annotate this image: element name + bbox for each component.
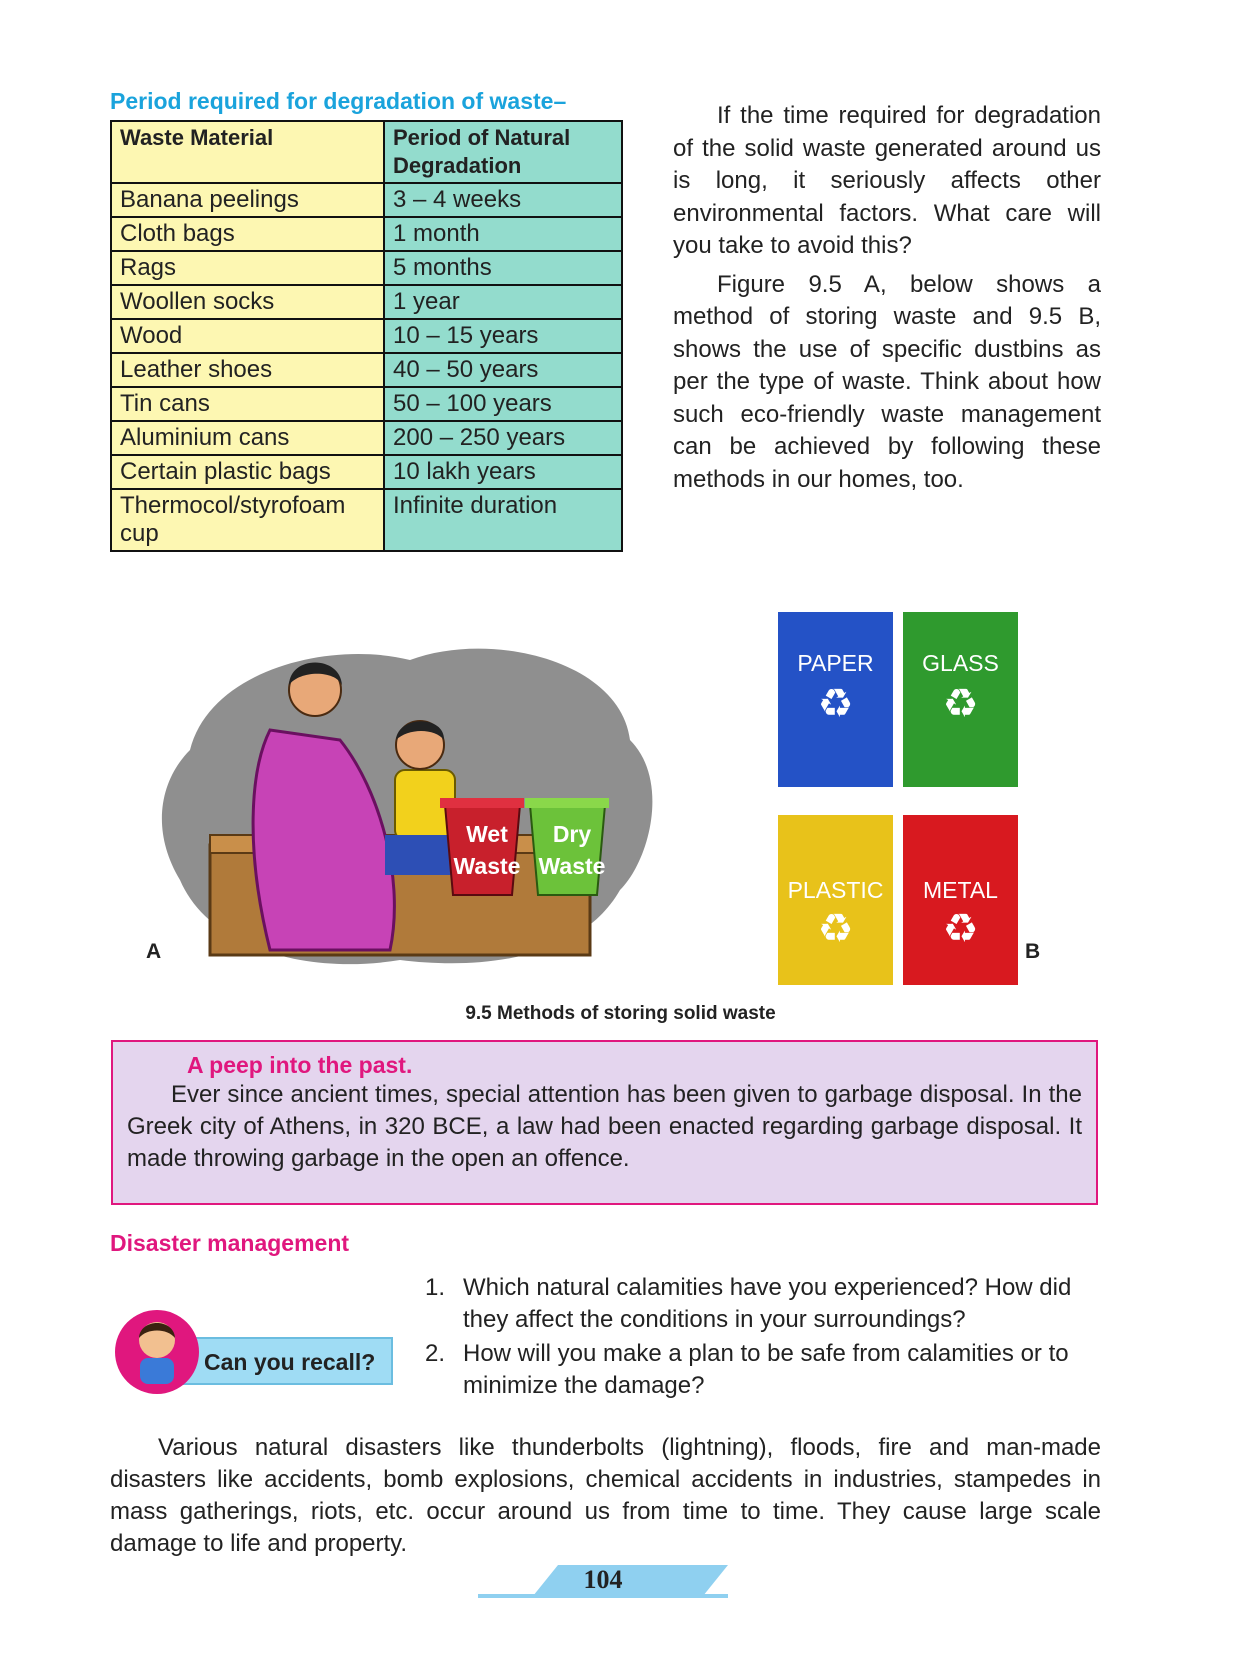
table-row xyxy=(111,353,622,387)
glass-bin xyxy=(903,612,1018,787)
right-column-text xyxy=(673,100,1101,502)
can-you-recall-banner: Can you recall? xyxy=(170,1337,393,1385)
paragraph-degradation: If the time required for degradation of the solid waste generated around us is long, it seriously affects other environmental factors. What care will you take to avoid this? xyxy=(673,102,1101,259)
dry-waste-label xyxy=(532,818,612,882)
plastic-bin-label: PLASTIC xyxy=(787,877,884,903)
question-text: Which natural calamities have you experienced? How did they affect the conditions in your surroundings? xyxy=(463,1274,1072,1333)
table-row xyxy=(111,183,622,217)
thinking-girl-icon xyxy=(112,1300,202,1396)
table-title: Period required for degradation of waste– xyxy=(110,88,567,114)
list-item: 2. How will you make a plan to be safe from calamities or to minimize the damage? xyxy=(425,1340,1069,1399)
degradation-table xyxy=(110,120,623,552)
recall-questions xyxy=(425,1272,1101,1404)
figure-caption: 9.5 Methods of storing solid waste xyxy=(465,1003,776,1024)
table-row xyxy=(111,217,622,251)
table-row xyxy=(111,489,622,551)
table-cell: Infinite duration xyxy=(384,489,622,551)
paper-bin-label: PAPER xyxy=(797,650,874,676)
paper-bin xyxy=(778,612,893,787)
dry-label-line1: Dry xyxy=(552,821,592,847)
wet-label-line2: Waste xyxy=(453,853,521,879)
wet-bin-lid xyxy=(440,798,524,808)
table-cell: 10 – 15 years xyxy=(384,319,622,353)
table-cell: Aluminium cans xyxy=(111,421,384,455)
table-cell: 10 lakh years xyxy=(384,455,622,489)
recycle-icon: ♻ xyxy=(942,682,979,726)
question-list xyxy=(425,1272,1101,1402)
dry-label-line2: Waste xyxy=(538,853,606,879)
table-row xyxy=(111,319,622,353)
figure-label-b: B xyxy=(1025,940,1041,963)
peep-body: Ever since ancient times, special attention has been given to garbage disposal. In the Greek city of Athens, in 320 BCE, a law had been enacted regarding garbage disposal. It made throwing garbage in the open an offence. xyxy=(127,1081,1082,1172)
dry-bin-lid xyxy=(525,798,609,808)
disaster-paragraph: Various natural disasters like thunderbolts (lightning), floods, fire and man-made disasters like accidents, bomb explosions, chemical accidents in industries, stampedes in mass gatherings, riots, etc. occur around us from time to time. They cause large scale damage to life and property. xyxy=(110,1434,1101,1557)
recycle-icon: ♻ xyxy=(817,682,854,726)
list-item: 1. Which natural calamities have you experienced? How did they affect the conditions in your surroundings? xyxy=(425,1274,1072,1333)
table-cell: 50 – 100 years xyxy=(384,387,622,421)
header-degradation-period: Period of Natural Degradation xyxy=(384,121,622,183)
table-row xyxy=(111,285,622,319)
table-cell: Leather shoes xyxy=(111,353,384,387)
table-cell: 1 month xyxy=(384,217,622,251)
table-cell: Certain plastic bags xyxy=(111,455,384,489)
table-header-row xyxy=(111,121,622,183)
disaster-heading: Disaster management xyxy=(110,1230,350,1256)
table-cell: Thermocol/styrofoam cup xyxy=(111,489,384,551)
recycle-icon: ♻ xyxy=(817,907,854,951)
figure-label-a: A xyxy=(146,940,162,963)
glass-bin-label: GLASS xyxy=(922,650,999,676)
plastic-bin xyxy=(778,815,893,985)
table-cell: Rags xyxy=(111,251,384,285)
table-cell: Cloth bags xyxy=(111,217,384,251)
peep-title: A peep into the past. xyxy=(187,1052,413,1078)
table-cell: Banana peelings xyxy=(111,183,384,217)
wet-waste-label xyxy=(447,818,527,882)
table-row xyxy=(111,387,622,421)
table-cell: 1 year xyxy=(384,285,622,319)
figure-a-illustration xyxy=(150,630,670,980)
metal-bin-label: METAL xyxy=(923,877,998,903)
table-cell: 40 – 50 years xyxy=(384,353,622,387)
table-row xyxy=(111,455,622,489)
header-waste-material: Waste Material xyxy=(111,121,384,183)
table-cell: Woollen socks xyxy=(111,285,384,319)
metal-bin xyxy=(903,815,1018,985)
table-cell: 200 – 250 years xyxy=(384,421,622,455)
table-row xyxy=(111,421,622,455)
table-cell: Tin cans xyxy=(111,387,384,421)
question-text: How will you make a plan to be safe from calamities or to minimize the damage? xyxy=(463,1340,1069,1399)
table-row xyxy=(111,251,622,285)
wet-label-line1: Wet xyxy=(466,821,508,847)
table-cell: 5 months xyxy=(384,251,622,285)
table-cell: Wood xyxy=(111,319,384,353)
boy-shorts xyxy=(385,835,455,875)
table-cell: 3 – 4 weeks xyxy=(384,183,622,217)
paragraph-figure-intro: Figure 9.5 A, below shows a method of storing waste and 9.5 B, shows the use of specific dustbins as per the type of waste. Think about how such eco-friendly waste management can be achieved by following these methods in our homes, too. xyxy=(673,270,1101,493)
page-number: 104 xyxy=(583,1565,623,1594)
recycle-icon: ♻ xyxy=(942,907,979,951)
peep-into-past-box xyxy=(111,1040,1098,1205)
